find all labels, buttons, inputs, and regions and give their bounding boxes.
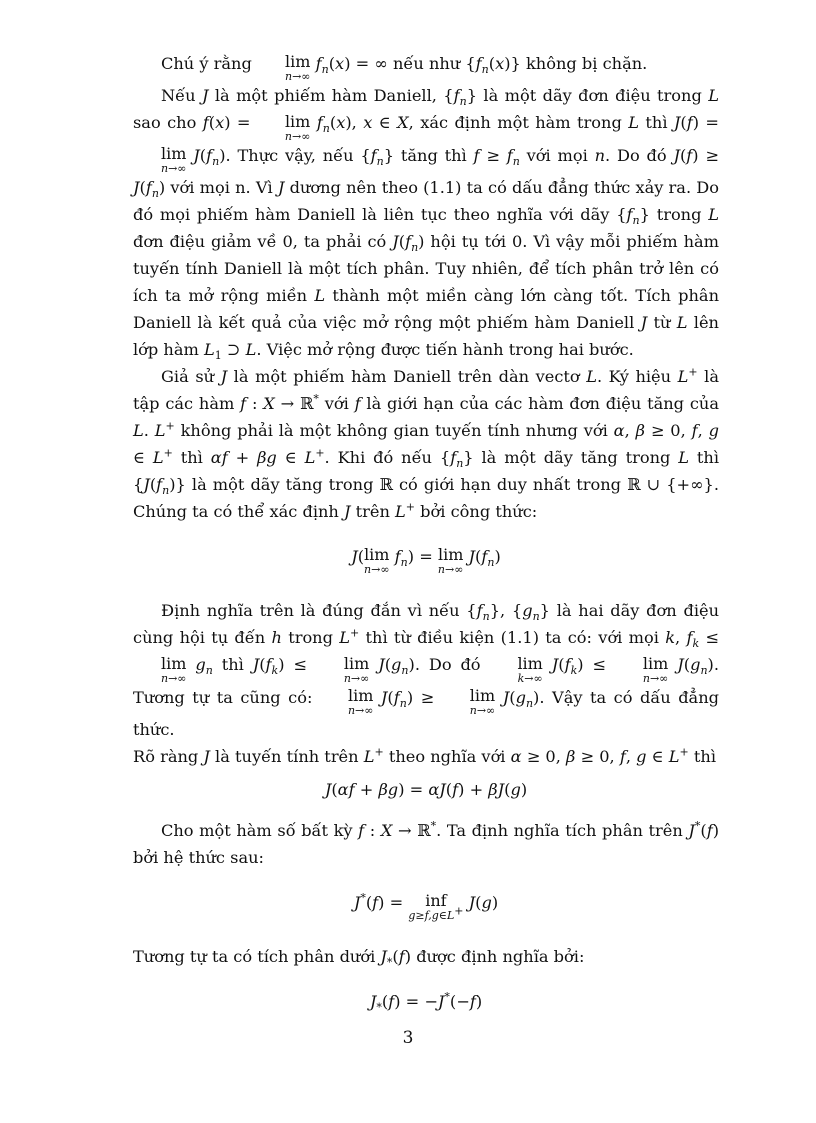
paragraph-6: Cho một hàm số bất kỳ f : X → ℝ*. Ta định nghĩa tích phân trên J*(f) bởi hệ thức sau: (133, 819, 720, 867)
paragraph-7: Tương tự ta có tích phân dưới $J_*(f)$ được định nghĩa bởi: (133, 947, 585, 970)
paragraph-2: Nếu J là một phiếm hàm Daniell, $\{f_n\}$ là một dãy đơn điệu trong L sao cho f(x) = lim n→∞ $f_n(x)$, x ∈ X, xác định một hàm trong L thì J(f) = lim n→∞ $J(f_n)$. Thực vậy, nếu $\{f_n\}$ tăng thì $f \ge f_n$ với mọi n. Do đó $J(f) \ge J(f_n)$ với mọi n. Vì J dương nên theo (1.1) ta có dấu đẳng thức xảy ra. Do đó mọi phiếm hàm Daniell là liên tục theo nghĩa với dãy $\{f_n\}$ trong L đơn điệu giảm về 0, ta phải có $J(f_n)$ hội tụ tới 0. Vì vậy mỗi phiếm hàm tuyến tính Daniell là một tích phân. Tuy nhiên, để tích phân trở lên có ích ta mở rộng miền L thành một miền càng lớn càng tốt. Tích phân Daniell là kết quả của việc mở rộng một phiếm hàm Daniell J từ L lên lớp hàm $L_1$ ⊃ L. Việc mở rộng được tiến hành trong hai bước. (133, 86, 720, 363)
paragraph-1: Chú ý rằng lim n→∞ $f_n(x)$ = ∞ nếu như $\{f_n(x)\}$ không bị chặn. (161, 52, 648, 84)
page-body (133, 50, 719, 1038)
page-number: 3 (402, 1028, 414, 1048)
equation-4: $J_*(f) = -J^*(-f)$ (369, 990, 483, 1015)
paragraph-5: Rõ ràng J là tuyến tính trên L+ theo nghĩa với α ≥ 0, β ≥ 0, f, g ∈ L+ thì (133, 745, 717, 766)
equation-1: J( lim n→∞ $f_n$) = lim n→∞ $J(f_n)$ (351, 545, 501, 577)
equation-2: J(αf + βg) = αJ(f) + βJ(g) (324, 779, 528, 799)
paragraph-3: Giả sử J là một phiếm hàm Daniell trên dàn vectơ L. Ký hiệu L+ là tập các hàm f : X → ℝ* với f là giới hạn của các hàm đơn điệu tăng của L. L+ không phải là một không gian tuyến tính nhưng với α, β ≥ 0, f, g ∈ L+ thì αf + βg ∈ L+. Khi đó nếu $\{f_n\}$ là một dãy tăng trong L thì $\{J(f_n)\}$ là một dãy tăng trong ℝ có giới hạn duy nhất trong ℝ ∪ {+∞}. Chúng ta có thể xác định J trên L+ bởi công thức: (133, 365, 720, 521)
equation-3: J*(f) = inf g≥f,g∈L+ J(g) (353, 891, 499, 923)
paragraph-4: Định nghĩa trên là đúng đắn vì nếu $\{f_n\}$, $\{g_n\}$ là hai dãy đơn điệu cùng hội tụ đến h trong L+ thì từ điều kiện (1.1) ta có: với mọi k, $f_k$ ≤ lim n→∞ $g_n$ thì $J(f_k)$ ≤ lim n→∞ $J(g_n)$. Do đó lim k→∞ $J(f_k)$ ≤ lim n→∞ $J(g_n)$. Tương tự ta cũng có: lim n→∞ $J(f_n)$ ≥ lim n→∞ $J(g_n)$. Vậy ta có dấu đẳng thức. (133, 601, 720, 739)
